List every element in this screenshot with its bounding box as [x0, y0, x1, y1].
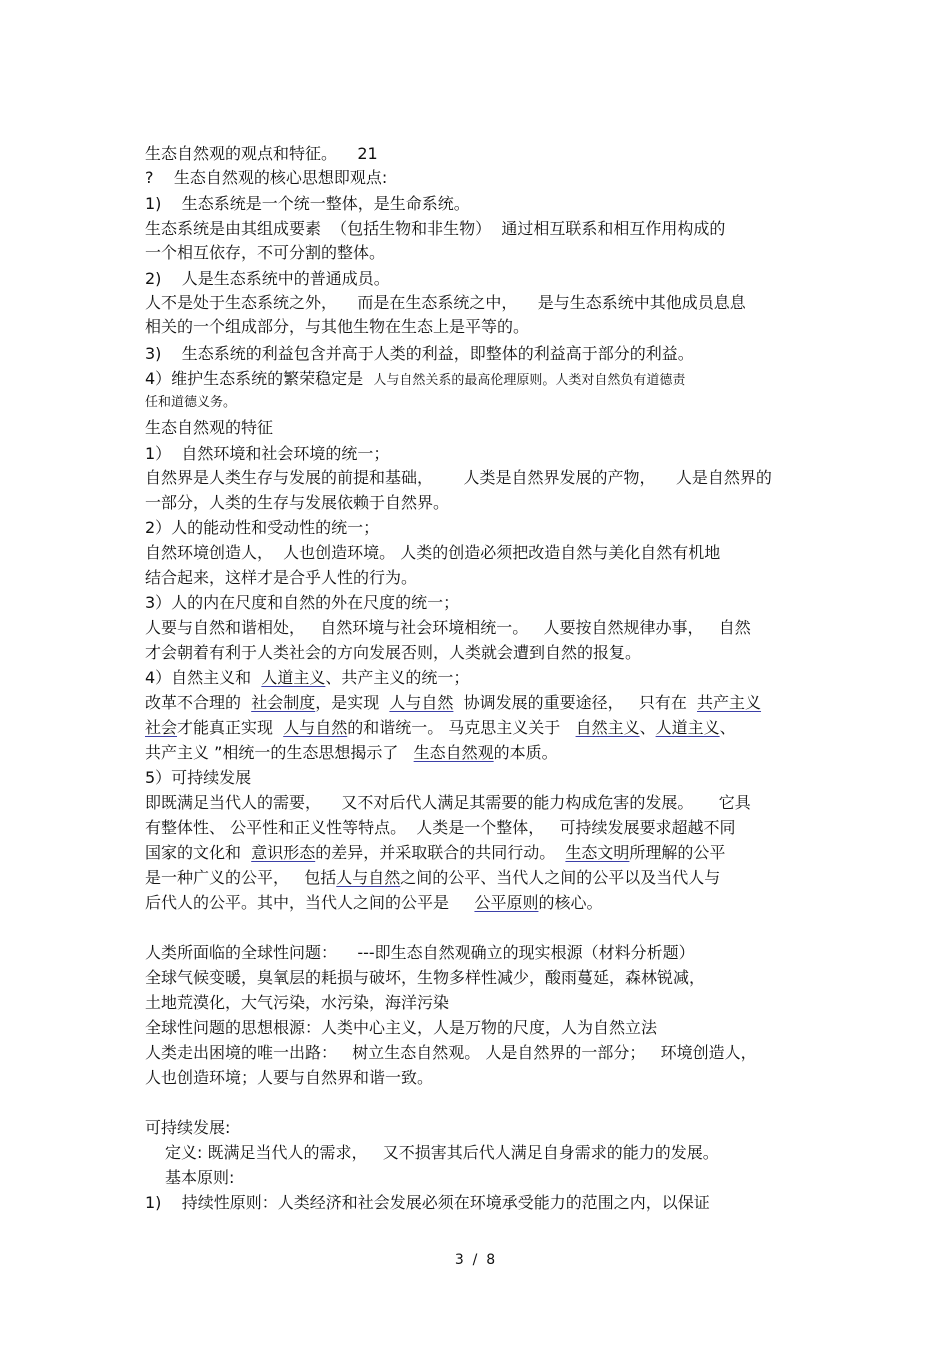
- underlined-term: 人道主义: [261, 668, 326, 687]
- underlined-term: 社会: [145, 718, 178, 737]
- text-line: 生态系统是由其组成要素 （包括生物和非生物） 通过相互联系和相互作用构成的: [145, 219, 726, 238]
- text-line: 自然环境创造人， 人也创造环境。 人类的创造必须把改造自然与美化自然有机地: [145, 543, 721, 562]
- section-heading: 生态自然观的观点和特征。 21: [145, 144, 378, 163]
- text-segment: 所理解的公平: [629, 843, 726, 862]
- text-line: 3）人的内在尺度和自然的外在尺度的统一；: [145, 593, 460, 612]
- text-line: [145, 667, 469, 689]
- text-line: 即既满足当代人的需要， 又不对后代人满足其需要的能力构成危害的发展。 它具: [145, 793, 751, 812]
- text-segment: 、共产主义的统一；: [325, 668, 470, 687]
- text-line: 一部分，人类的生存与发展依赖于自然界。: [145, 493, 450, 512]
- underlined-term: 人与自然: [283, 718, 348, 737]
- text-line: 人类所面临的全球性问题： ---即生态自然观确立的现实根源（材料分析题）: [145, 943, 695, 962]
- text-segment: 后代人的公平。其中，当代人之间的公平是: [145, 893, 475, 912]
- text-line: [145, 892, 602, 914]
- text-segment: 共产主义 ”相统一的生态思想揭示了: [145, 743, 414, 762]
- text-line: [145, 692, 761, 714]
- text-segment: 的和谐统一。 马克思主义关于: [347, 718, 576, 737]
- underlined-term: 共产主义: [697, 693, 762, 712]
- subheading: ? 生态自然观的核心思想即观点:: [145, 168, 388, 187]
- page-number: 3 / 8: [454, 1252, 496, 1268]
- underlined-term: 生态文明: [565, 843, 630, 862]
- text-segment: 4）维护生态系统的繁荣稳定是: [145, 369, 374, 388]
- text-line: [145, 867, 720, 889]
- text-segment: 之间的公平、当代人之间的公平以及当代人与: [400, 868, 721, 887]
- text-line: 有整体性、 公平性和正义性等特点。 人类是一个整体， 可持续发展要求超越不同: [145, 818, 736, 837]
- text-line: [145, 368, 685, 392]
- underlined-term: 意识形态: [251, 843, 316, 862]
- text-line: 基本原则:: [165, 1168, 235, 1187]
- underlined-term: 人与自然: [389, 693, 454, 712]
- subheading: 可持续发展:: [145, 1118, 231, 1137]
- text-segment: 、: [719, 718, 736, 737]
- text-line: 人要与自然和谐相处， 自然环境与社会环境相统一。 人要按自然规律办事， 自然: [145, 618, 751, 637]
- text-line: 相关的一个组成部分，与其他生物在生态上是平等的。: [145, 317, 530, 336]
- text-segment: 的差异，并采取联合的共同行动。: [315, 843, 566, 862]
- text-line: 1) 生态系统是一个统一整体，是生命系统。: [145, 194, 470, 213]
- text-line: [145, 742, 558, 764]
- text-line: [145, 717, 736, 739]
- underlined-term: 生态自然观: [413, 743, 494, 762]
- text-line: 3) 生态系统的利益包含并高于人类的利益，即整体的利益高于部分的利益。: [145, 344, 694, 363]
- text-line: 结合起来，这样才是合乎人性的行为。: [145, 568, 418, 587]
- text-line: 2) 人是生态系统中的普通成员。: [145, 269, 390, 288]
- text-line: 自然界是人类生存与发展的前提和基础， 人类是自然界发展的产物， 人是自然界的: [145, 468, 772, 487]
- text-line: 人不是处于生态系统之外， 而是在生态系统之中， 是与生态系统中其他成员息息: [145, 293, 746, 312]
- text-line: 一个相互依存，不可分割的整体。: [145, 243, 386, 262]
- text-line: 2）人的能动性和受动性的统一；: [145, 518, 380, 537]
- text-line: 才会朝着有利于人类社会的方向发展否则，人类就会遭到自然的报复。: [145, 643, 642, 662]
- text-line: 全球性问题的思想根源：人类中心主义，人是万物的尺度，人为自然立法: [145, 1018, 658, 1037]
- underlined-term: 自然主义: [575, 718, 640, 737]
- text-segment: 人与自然关系的最高伦理原则。人类对自然负有道德责: [373, 373, 686, 388]
- text-segment: 改革不合理的: [145, 693, 252, 712]
- text-segment: 的本质。: [493, 743, 558, 762]
- text-segment: 、: [639, 718, 656, 737]
- text-line: 5）可持续发展: [145, 768, 252, 787]
- subheading: 生态自然观的特征: [145, 418, 274, 437]
- underlined-term: 公平原则: [474, 893, 539, 912]
- text-segment: 国家的文化和: [145, 843, 252, 862]
- text-segment: ，是实现: [315, 693, 390, 712]
- text-segment: 是一种广义的公平， 包括: [145, 868, 337, 887]
- text-segment: 才能真正实现: [177, 718, 284, 737]
- text-line: 全球气候变暖，臭氧层的耗损与破坏，生物多样性减少，酸雨蔓延，森林锐减，: [145, 968, 706, 987]
- text-segment: 4）自然主义和: [145, 668, 262, 687]
- text-line: 1） 自然环境和社会环境的统一；: [145, 444, 390, 463]
- underlined-term: 人道主义: [655, 718, 720, 737]
- text-segment: 协调发展的重要途径， 只有在: [453, 693, 698, 712]
- text-line: 土地荒漠化，大气污染，水污染，海洋污染: [145, 993, 450, 1012]
- text-segment: 的核心。: [538, 893, 603, 912]
- underlined-term: 人与自然: [336, 868, 401, 887]
- text-line: [145, 842, 725, 864]
- text-line: 人也创造环境；人要与自然界和谐一致。: [145, 1068, 434, 1087]
- text-line: 1) 持续性原则：人类经济和社会发展必须在环境承受能力的范围之内，以保证: [145, 1193, 710, 1212]
- text-line: 人类走出困境的唯一出路： 树立生态自然观。 人是自然界的一部分； 环境创造人，: [145, 1043, 757, 1062]
- text-line: 定义: 既满足当代人的需求， 又不损害其后代人满足自身需求的能力的发展。: [165, 1143, 719, 1162]
- text-line: 任和道德义务。: [145, 395, 237, 410]
- underlined-term: 社会制度: [251, 693, 316, 712]
